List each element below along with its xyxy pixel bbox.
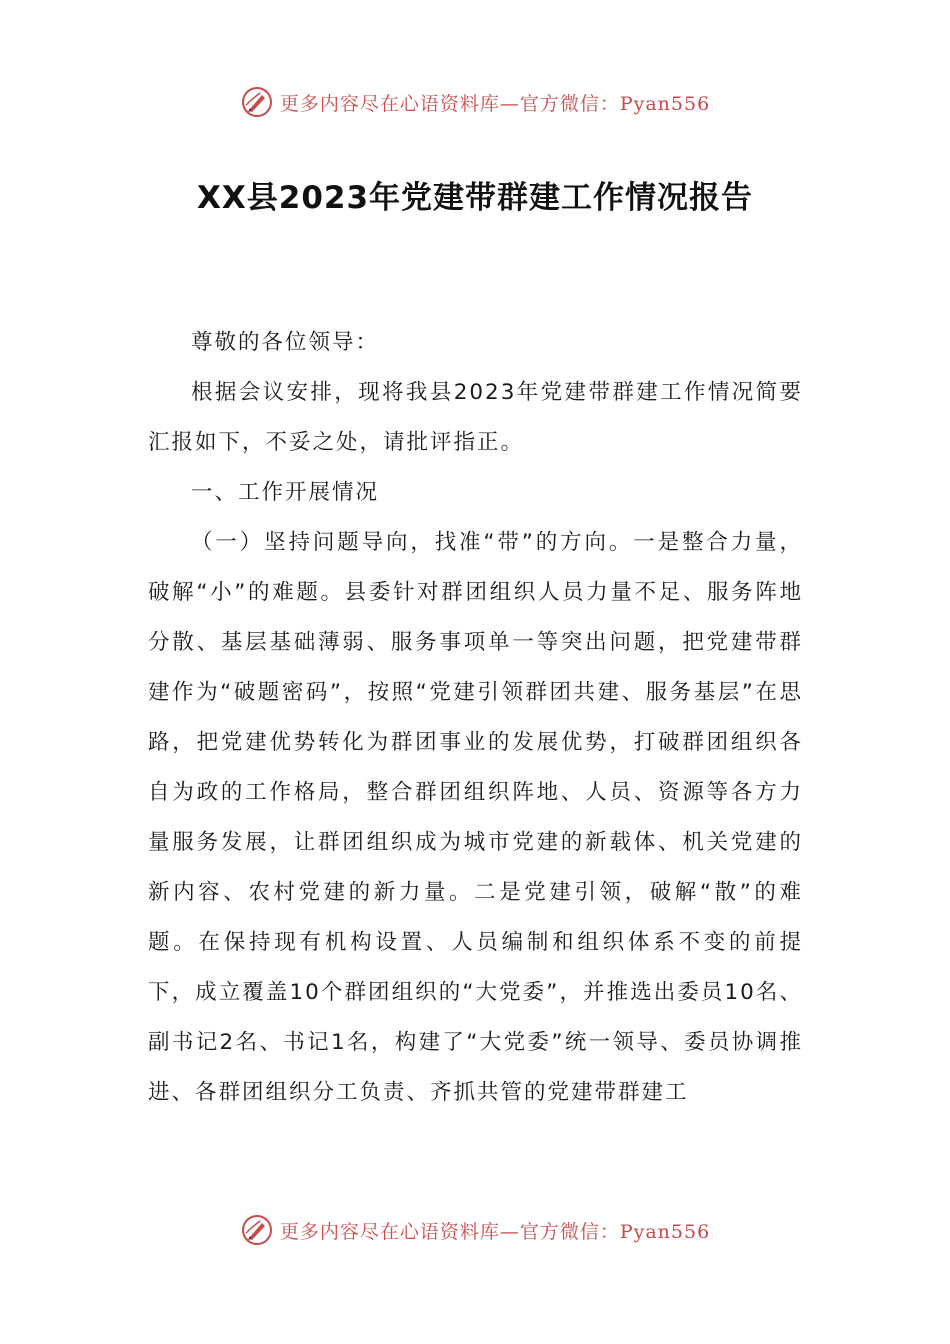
pen-logo-icon bbox=[240, 85, 274, 119]
watermark-text: 更多内容尽在心语资料库—官方微信：Pyan556 bbox=[279, 1220, 711, 1243]
paragraph-body: （一）坚持问题导向，找准“带”的方向。一是整合力量，破解“小”的难题。县委针对群团组织人员力量不足、服务阵地分散、基层基础薄弱、服务事项单一等突出问题，把党建带群建作为“破题密码”，按照“党建引领群团共建、服务基层”在思路，把党建优势转化为群团事业的发展优势，打破群团组织各自为政的工作格局，整合群团组织阵地、人员、资源等各方力量服务发展，让群团组织成为城市党建的新载体、机关党建的新内容、农村党建的新力量。二是党建引领，破解“散”的难题。在保持现有机构设置、人员编制和组织体系不变的前提下，成立覆盖10个群团组织的“大党委”，并推选出委员10名、副书记2名、书记1名，构建了“大党委”统一领导、委员协调推进、各群团组织分工负责、齐抓共管的党建带群建工 bbox=[148, 530, 803, 1105]
footer-watermark bbox=[0, 1210, 950, 1250]
paragraph-intro: 根据会议安排，现将我县2023年党建带群建工作情况简要汇报如下，不妥之处，请批评指正。 bbox=[148, 380, 803, 455]
salutation: 尊敬的各位领导： bbox=[191, 330, 380, 355]
pen-logo-icon bbox=[240, 1213, 274, 1247]
document-body bbox=[148, 318, 803, 1118]
watermark-text: 更多内容尽在心语资料库—官方微信：Pyan556 bbox=[279, 92, 711, 115]
header-watermark bbox=[0, 82, 950, 122]
document-title: XX县2023年党建带群建工作情况报告 bbox=[196, 180, 754, 216]
section-heading: 一、工作开展情况 bbox=[191, 480, 380, 505]
